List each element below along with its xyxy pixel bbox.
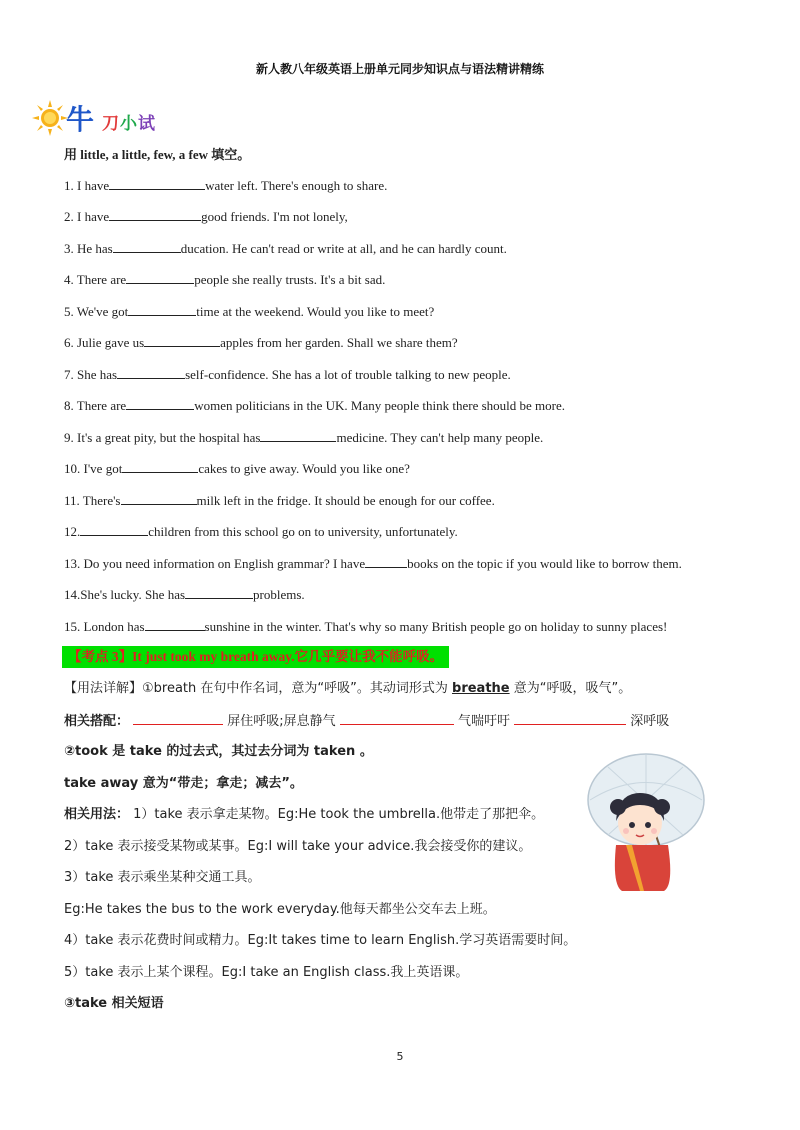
- exercise-item: 5. We've got time at the weekend. Would you like to meet?: [64, 304, 435, 319]
- girl-with-umbrella-illustration: [578, 745, 708, 895]
- page-header: 新人教八年级英语上册单元同步知识点与语法精讲精练: [255, 62, 544, 76]
- answer-blank[interactable]: [340, 712, 454, 725]
- answer-blank[interactable]: [128, 303, 196, 316]
- usage-item: 4）take 表示花费时间或精力。Eg:It takes time to learn English.学习英语需要时间。: [64, 933, 577, 948]
- collocations: 相关搭配： 屏住呼吸;屏息静气 气喘吁吁 深呼吸: [64, 714, 670, 729]
- page-number: 5: [396, 1050, 404, 1063]
- exercise-item: 2. I have good friends. I'm not lonely,: [64, 209, 348, 224]
- answer-blank[interactable]: [113, 240, 181, 253]
- usage-item: 3）take 表示乘坐某种交通工具。: [64, 870, 261, 885]
- answer-blank[interactable]: [185, 586, 253, 599]
- answer-blank[interactable]: [260, 429, 336, 442]
- exercise-item: 15. London has sunshine in the winter. That's why so many British people go on holiday to sunny places!: [64, 619, 668, 634]
- answer-blank[interactable]: [365, 555, 407, 568]
- exercise-item: 11. There's milk left in the fridge. It should be enough for our coffee.: [64, 493, 495, 508]
- exercise-item: 7. She has self-confidence. She has a lot of trouble talking to new people.: [64, 367, 511, 382]
- answer-blank[interactable]: [144, 334, 220, 347]
- exercise-item: 4. There are people she really trusts. It's a bit sad.: [64, 272, 386, 287]
- usage-intro: 【用法详解】①breath 在句中作名词，意为“呼吸”。其动词形式为 breathe 意为“呼吸，吸气”。: [64, 681, 632, 696]
- exercise-item: 10. I've got cakes to give away. Would you like one?: [64, 461, 410, 476]
- exercise-item: 3. He has ducation. He can't read or write at all, and he can hardly count.: [64, 241, 507, 256]
- answer-blank[interactable]: [126, 271, 194, 284]
- exercise-item: 6. Julie gave us apples from her garden. Shall we share them?: [64, 335, 458, 350]
- exercise-item: 13. Do you need information on English grammar? I have books on the topic if you would like to borrow them.: [64, 556, 682, 571]
- logo-char-3: 小: [120, 114, 137, 134]
- answer-blank[interactable]: [133, 712, 223, 725]
- logo-char-4: 试: [138, 114, 155, 134]
- section-logo: [32, 96, 172, 140]
- usage-take-away: take away 意为“带走；拿走；减去”。: [64, 776, 303, 791]
- exercise-item: 12. children from this school go on to university, unfortunately.: [64, 524, 458, 539]
- answer-blank[interactable]: [109, 208, 201, 221]
- exercise-item: 8. There are women politicians in the UK. Many people think there should be more.: [64, 398, 565, 413]
- logo-char-2: 刀: [102, 114, 119, 134]
- usage-item: 5）take 表示上某个课程。Eg:I take an English class.我上英语课。: [64, 965, 469, 980]
- answer-blank[interactable]: [117, 366, 185, 379]
- logo-char-1: 牛: [66, 103, 95, 136]
- answer-blank[interactable]: [126, 397, 194, 410]
- answer-blank[interactable]: [109, 177, 205, 190]
- usage-item: 2）take 表示接受某物或某事。Eg:I will take your advice.我会接受你的建议。: [64, 839, 532, 854]
- answer-blank[interactable]: [80, 523, 148, 536]
- exercise-instruction: 用 little, a little, few, a few 填空。: [64, 147, 251, 162]
- sun-icon: [32, 100, 68, 136]
- usage-item: Eg:He takes the bus to the work everyday.他每天都坐公交车去上班。: [64, 902, 496, 917]
- answer-blank[interactable]: [145, 618, 205, 631]
- exercise-item: 9. It's a great pity, but the hospital has medicine. They can't help many people.: [64, 430, 544, 445]
- answer-blank[interactable]: [121, 492, 197, 505]
- usage-related: 相关用法： 1）take 表示拿走某物。Eg:He took the umbrella.他带走了那把伞。: [64, 807, 545, 822]
- usage-took: ②took 是 take 的过去式，其过去分词为 taken 。: [64, 744, 373, 759]
- usage-phrases-heading: ③take 相关短语: [64, 996, 164, 1011]
- answer-blank[interactable]: [514, 712, 626, 725]
- exercise-item: 1. I have water left. There's enough to share.: [64, 178, 388, 193]
- answer-blank[interactable]: [122, 460, 198, 473]
- kaodian-heading: 【考点 3】It just took my breath away.它几乎要让我不能呼吸。: [62, 646, 449, 668]
- exercise-item: 14.She's lucky. She has problems.: [64, 587, 305, 602]
